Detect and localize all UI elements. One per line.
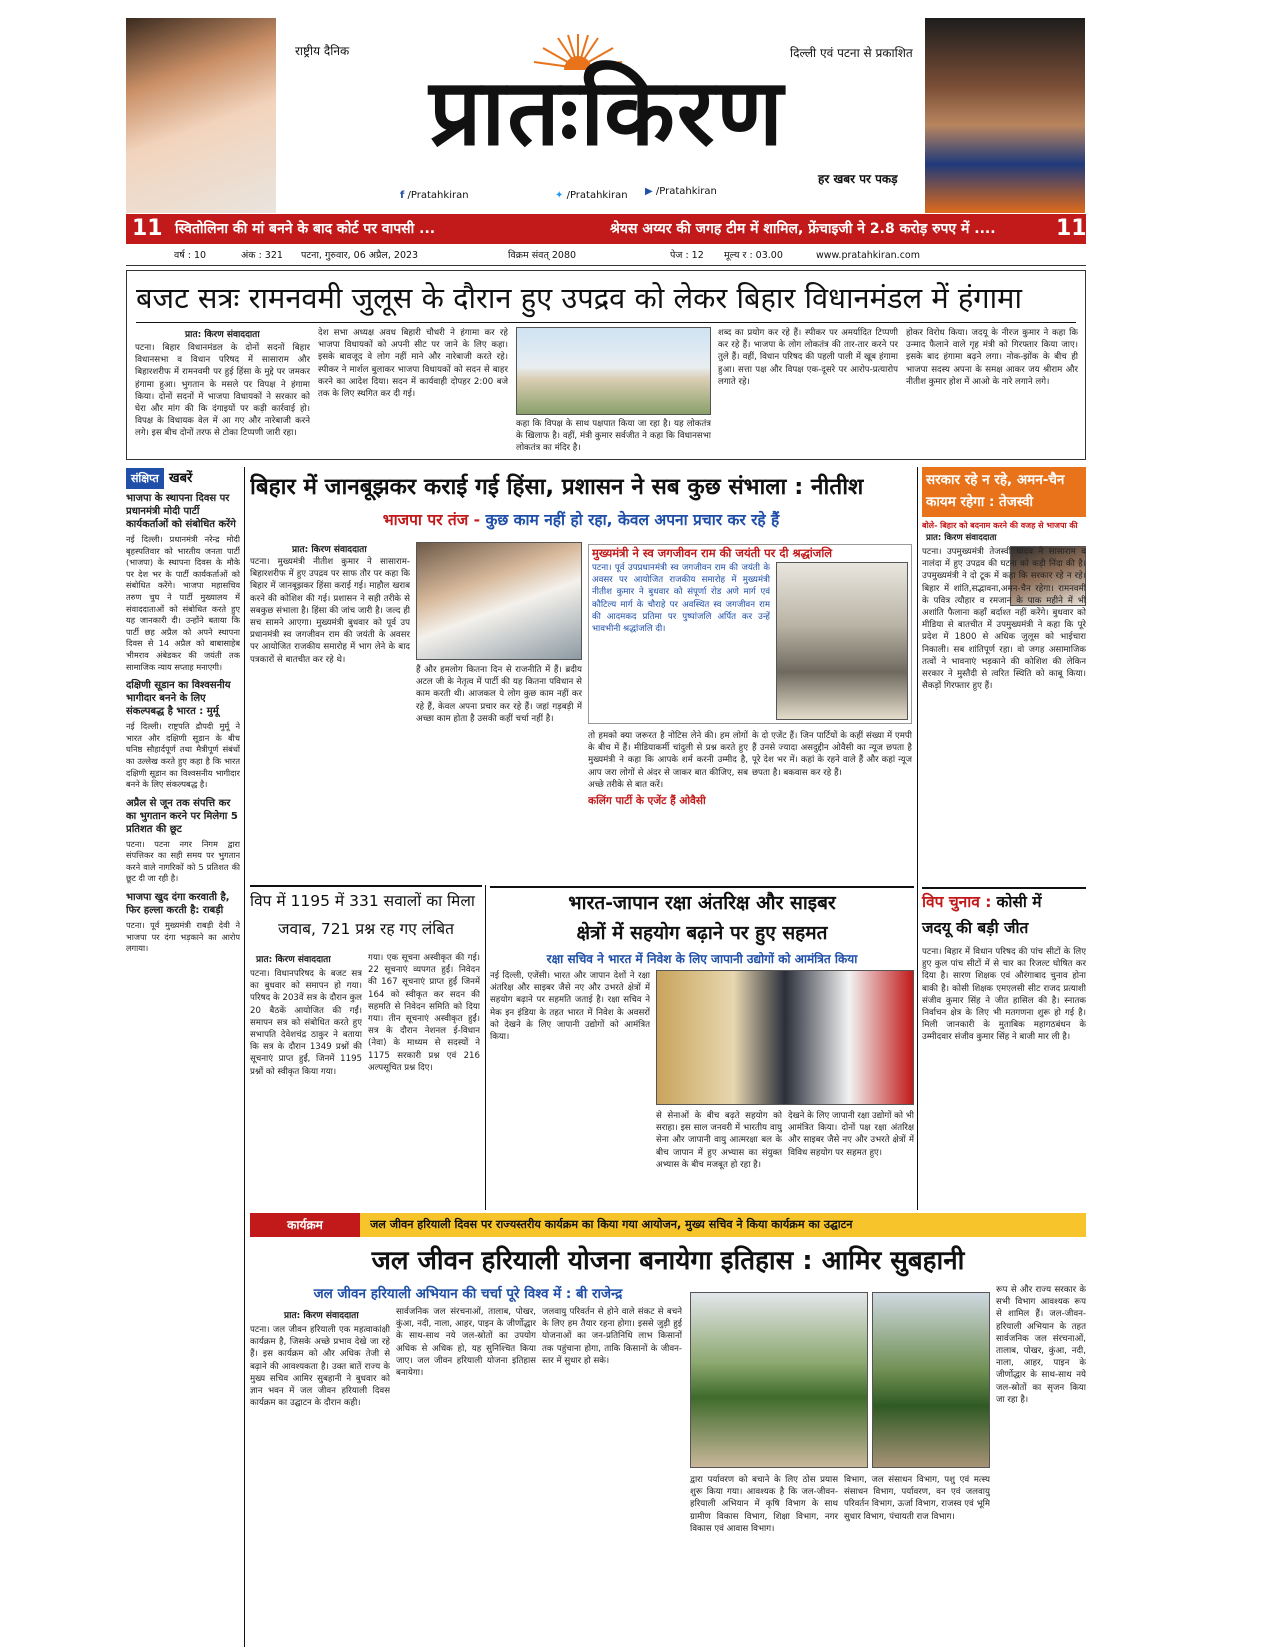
council-headline-1: विप में 1195 में 331 सवालों का मिला [250,892,475,910]
program-col-4 [996,1284,1086,1644]
briefs-label-a: संक्षिप्त [126,468,164,489]
story2-body-3: तो हमको क्या जरूरत है नोटिस लेने की। हम लोगों के बीच में हैं। मीडियाकर्मी चांदुली से प्रश्न करते हुए मुख्यमंत्री ने कहा कि आपके शर्म करनी उम्मीद है, आप जरा लोगों से अंदर से जाकर बात कीजिए, सब अच्छे तरीके से बात करें। [588,731,748,790]
masthead-slogan: हर खबर पर पकड़ [818,172,898,186]
brief-text: पटना। पूर्व मुख्यमंत्री राबड़ी देवी ने भाजपा पर दंगा भड़काने का आरोप लगाया। [126,920,240,954]
lead-col-2 [318,327,508,454]
story2-headline: बिहार में जानबूझकर कराई गई हिंसा, प्रशासन ने सब कुछ संभाला : नीतीश [250,474,864,500]
dateline-pages: पेज : 12 [670,250,704,261]
defence-body-1: नई दिल्ली, एजेंसी। भारत और जापान देशों ने रक्षा अंतरिक्ष और साइबर जैसे नए और उभरते क्षेत्रों में सहयोग बढ़ाने पर सहमति जताई है। रक्षा सचिव ने मेक इन इंडिया के तहत भारत में निवेश के अवसरों को देखने के लिए जापानी उद्योगों को आमंत्रित किया। [490,971,650,1043]
teaser-left-page: 11 [132,216,163,241]
owaisi-subhead: कलिंग पार्टी के एजेंट हैं ओवैसी [588,795,706,808]
program-caption-2 [844,1474,990,1644]
story2-sub-red: भाजपा पर तंज - [382,511,481,529]
lead-col-3 [718,327,898,454]
briefs-label-b: खबरें [168,471,193,486]
social-twitter[interactable] [555,190,628,201]
tejashwi-col [922,546,1086,880]
masthead-tagline-right: दिल्ली एवं पटना से प्रकाशित [790,46,913,60]
program-body-4: रूप से और राज्य सरकार के सभी विभाग आवश्यक रूप से शामिल हैं। जल-जीवन-हरियाली अभियान के तहत सार्वजनिक जल संरचनाओं, तालाब, पोखर, कुंआ, नदी, नाला, आहर, पाइन के जीर्णोद्धार के साथ-साथ नये जल-स्रोतों का सृजन किया जा रहा है। [996,1285,1086,1405]
byelection-divider [917,885,918,1210]
program-strap: जल जीवन हरियाली दिवस पर राज्यस्तरीय कार्यक्रम का किया गया आयोजन, मुख्य सचिव ने किया कार्यक्रम का उद्घाटन [370,1218,853,1231]
tejashwi-body: पटना। उपमुख्यमंत्री तेजस्वी यादव ने सासाराम व नालंदा में हुए उपद्रव की घटना को कड़ी निंदा की है। उपमुख्यमंत्री ने दो टूक में कहा कि सरकार रहे न रहे। बिहार में शांति,सद्भावना,अमन-चैन रहेगा। रामनवमी के पवित्र त्यौहार व रमजान के पाक महीने में भी अशांति फैलाना कहाँ बर्दाश्त नहीं करेंगे। बुधवार को मीडिया से बातचीत में उपमुख्यमंत्री ने कहा कि पूरे प्रदेश में 1800 से अधिक जुलूस को भाईचारा निकाली। सब शांतिपूर्ण रहा। वो जगह असामाजिक तत्वों ने भावनाएं भड़काने की कोशिश की लेकिन सरकार ने मुस्तैदी से त्वरित स्थिति को काबू किया। सैकड़ों गिरफ्तार हुए हैं। [922,547,1086,692]
defence-col-2 [656,1110,782,1208]
lead-headline: बजट सत्रः रामनवमी जुलूस के दौरान हुए उपद्रव को लेकर बिहार विधानमंडल में हंगामा [136,281,1022,315]
plantation-photo-2 [872,1292,990,1468]
lead-body-2: देश सभा अध्यक्ष अवध बिहारी चौधरी ने हंगामा कर रहे भाजपा विधायकों को अपनी सीट पर जाने के लिए कहा। इसके बावजूद वे लोग नहीं माने और नारेबाजी करते रहे। स्पीकर ने मार्शल बुलाकर भाजपा विधायकों को सदन से बाहर करने का आदेश दिया। सदन में कार्यवाही दोपहर 2:00 बजे तक के लिए स्थगित कर दी गई। [318,328,508,400]
lead-caption [516,418,711,456]
council-headline [250,885,482,945]
facebook-icon: f [400,190,405,201]
council-col-2 [368,952,480,1208]
story2-byline: प्रात: किरण संवाददाता [292,545,367,555]
story2-col-3 [588,730,748,876]
dateline-price: मूल्य र : 03.00 [724,250,783,261]
twitter-icon: ✦ [555,190,564,201]
story2-col-2 [416,664,582,876]
twitter-handle: /Pratahkiran [566,190,628,201]
statue-photo [776,562,908,720]
byelection-headline-1: कोसी में [996,893,1042,911]
dateline-year: वर्ष : 10 [174,250,207,261]
program-body-3: जलवायु परिवर्तन से होने वाले संकट से बचने के लिए हम तैयार रहना होगा। इससे जुड़ी हुई योजनाओं का जन-प्रतिनिधि लाभ किसानों तक पहुंचाना होगा, ताकि किसानों के जीवन-स्तर में सुधार हो सके। [542,1307,682,1366]
tejashwi-byline: प्रात: किरण संवाददाता [926,533,997,543]
defence-headline [490,886,914,948]
masthead-tagline-left: राष्ट्रीय दैनिक [295,44,350,58]
social-koo[interactable] [645,186,717,197]
story2-col-1 [250,556,410,876]
program-headline: जल जीवन हरियाली योजना बनायेगा इतिहास : आमिर सुबहानी [371,1246,965,1276]
brief-title: दक्षिणी सूडान का विश्वसनीय भागीदार बनने के लिए संकल्पबद्ध है भारत : मुर्मू [126,680,231,718]
council-body-2: गया। एक सूचना अस्वीकृत की गई। 22 सूचनाएं व्यपगत हुईं। निवेदन की 167 सूचनाएं प्राप्त हुईं जिनमें 164 को स्वीकृत कर सदन की सहमति से निवेदन समिति को दिया गया। तीन सूचनाएं अस्वीकृत हुईं। सत्र के दौरान नेशनल ई-विधान (नेवा) के माध्यम से सदस्यों ने 1175 सरकारी प्रश्न एवं 216 अल्पसूचित प्रश्न दिए। [368,953,480,1073]
story2-body-4: के दो एजेंट हैं। जिन पार्टियों के कहीं संख्या में एमपी हैं उनसे ज्यादा असदुद्दीन ओवैसी का न्यूज छपता है पूरे देश भर में। कहां के रहने वाले हैं और कहां न्यूज छपता है। बकवास कर रहे हैं। [752,731,912,778]
brief-text: पटना। पटना नगर निगम द्वारा संपत्तिकर का सही समय पर भुगतान करने वाले नागरिकों को 5 प्रतिशत की छूट दी जा रही है। [126,838,240,884]
story2-body-2: हैं और हमलोग कितना दिन से राजनीति में हैं। ब्रदीय अटल जी के नेतृत्व में पार्टी की यह कितना पविधान से काम करती थी। आजकल ये लोग कुछ काम नहीं कर रहे हैं, केवल अपना प्रचार कर रहे हैं। जहां गड़बड़ी में अच्छा काम होता है उसकी कहीं चर्चा नहीं है। [416,665,582,724]
teaser-left-link[interactable]: स्वितोलिना की मां बनने के बाद कोर्ट पर वापसी ... [175,221,436,237]
story2-subhead [250,508,912,530]
council-byline: प्रात: किरण संवाददाता [256,955,331,965]
program-byline: प्रात: किरण संवाददाता [284,1311,359,1321]
brief-title: अप्रैल से जून तक संपत्ति कर का भुगतान करने पर मिलेगा 5 प्रतिशत की छूट [126,797,238,835]
tejashwi-headline: सरकार रहे न रहे, अमन-चैन कायम रहेगा : तेजस्वी [926,472,1065,510]
brief-title: भाजपा खुद दंगा करवाती है, फिर हल्ला करती है: राबड़ी [126,892,230,917]
briefs-divider [244,467,245,1647]
defence-subhead: रक्षा सचिव ने भारत में निवेश के लिए जापानी उद्योगों को आमंत्रित किया [546,952,858,966]
program-col-2 [396,1306,536,1644]
defence-body-3: देखने के लिए जापानी रक्षा उद्योगों को भी आमंत्रित किया। दोनों पक्ष रक्षा अंतरिक्ष और साइबर जैसे नए और उभरते क्षेत्रों में विविध सहयोग पर सहमत हुए। [788,1111,914,1158]
program-body-1: पटना। जल जीवन हरियाली एक महत्वाकांक्षी कार्यक्रम है, जिसके अच्छे प्रभाव देखे जा रहे हैं। इस कार्यक्रम को और अधिक तेजी से बढ़ाने की आवश्यकता है। उक्त बातें राज्य के मुख्य सचिव आमिर सुबहानी ने बुधवार को ज्ञान भवन में जल जीवन हरियाली दिवस कार्यक्रम का उद्घाटन के दौरान कही। [250,1325,390,1409]
byelection-headline-red: विप चुनाव : [922,893,992,911]
lead-body-1: पटना। बिहार विधानमंडल के दोनों सदनों बिहार विधानसभा व विधान परिषद में सासाराम और बिहारशरीफ में रामनवमी पर हुई हिंसा के मुद्दे पर जमकर हंगामा हुआ। भुगतान के मसले पर विपक्ष ने हंगामा किया। दोनों सदनों में भाजपा विधायकों ने सरकार को घेरा और मांग की कि दंगाइयों पर कड़ी कार्रवाई हो। विपक्ष के विधायक वेल में आ गए और नारेबाजी करने लगे। इस बीच दोनों तरफ से टोका टिप्पणी जारी रहा। [135,343,310,439]
lead-rule [136,322,1076,323]
dateline [126,246,1086,266]
tejashwi-subhead: बोले- बिहार को बदनाम करने की वजह से भाजपा की [922,521,1078,530]
assembly-building-photo [516,327,711,415]
right-portrait-photo [925,18,1085,213]
brief-title: भाजपा के स्थापना दिवस पर प्रधानमंत्री मोदी पार्टी कार्यकर्ताओं को संबोधित करेंगे [126,493,236,530]
lead-col-1 [135,342,310,454]
plantation-photo-1 [690,1292,868,1468]
tribute-box-text: पटना। पूर्व उपप्रधानमंत्री स्व जगजीवन राम की जयंती के अवसर पर आयोजित राजकीय समारोह में मुख्यमंत्री नीतीश कुमार ने बुधवार को संपूर्णा रोड अणे मार्ग एवं कौटिल्य मार्ग के चौराहे पर अवस्थित स्व जगजीवन राम की आदमकद प्रतिमा पर पुष्पांजलि अर्पित कर उन्हें भावभीनी श्रद्धांजलि दी। [592,563,770,635]
council-divider [485,885,486,1210]
teaser-right-page: 11 [1056,216,1087,241]
dateline-issue: अंक : 321 [241,250,283,261]
dateline-website[interactable]: www.pratahkiran.com [816,250,920,261]
byelection-headline [922,887,1086,941]
program-caption-1 [690,1474,838,1644]
byelection-headline-2: जदयू की बड़ी जीत [922,919,1029,937]
lead-body-3: शब्द का प्रयोग कर रहे हैं। स्पीकर पर अमर्यादित टिप्पणी कर रहे हैं। भाजपा के लोग लोकतंत्र की तार-तार करने पर तुले हैं। वहीं, विधान परिषद की पहली पाली में खूब हंगामा हुआ। सत्ता पक्ष और विपक्ष एक-दूसरे पर आरोप-प्रत्यारोप लगाते रहे। [718,328,898,387]
nitish-press-photo [416,542,582,660]
tribute-box-title: मुख्यमंत्री ने स्व जगजीवन राम की जयंती पर दी श्रद्धांजलि [592,546,833,560]
program-col-1 [250,1324,390,1644]
byelection-col [922,946,1086,1208]
brief-text: नई दिल्ली। राष्ट्रपति द्रौपदी मुर्मू ने भारत और दक्षिणी सूडान के बीच घनिष्ठ सौहार्दपूर्ण तथा मैत्रीपूर्ण संबंधों का उल्लेख करते हुए कहा है कि भारत दक्षिणी सूडान का विश्वसनीय भागीदार बनने के लिए संकल्पबद्ध है। [126,721,240,790]
lead-byline: प्रात: किरण संवाददाता [185,330,260,340]
dateline-date: पटना, गुरुवार, 06 अप्रैल, 2023 [301,250,419,261]
program-caption-2-text: विभाग, जल संसाधन विभाग, पशु एवं मत्स्य संसाधन विभाग, पर्यावरण, वन एवं जलवायु परिवर्तन विभाग, ऊर्जा विभाग, राजस्व एवं भूमि सुधार विभाग, पंचायती राज विभाग। [844,1475,990,1522]
masthead-title: प्रातःकिरण [429,58,785,166]
koo-handle: /Pratahkiran [655,186,717,197]
program-col-3 [542,1306,682,1644]
teaser-right-link[interactable]: श्रेयस अय्यर की जगह टीम में शामिल, फ्रेंचाइजी ने 2.8 करोड़ रुपए में .... [610,221,996,237]
brief-text: नई दिल्ली। प्रधानमंत्री नरेन्द्र मोदी बृहस्पतिवार को भारतीय जनता पार्टी (भाजपा) के स्थापना दिवस के मौके पर देश भर के पार्टी कार्यकर्ताओं को संबोधित करेंगे। भाजपा महासचिव तरुण चुघ ने पार्टी मुख्यालय में संवाददाताओं को संबोधित करते हुए यह जानकारी दी। उन्होंने बताया कि पार्टी छह अप्रैल को अपने स्थापना दिवस से 14 अप्रैल को बाबासाहेब भीमराव अंबेडकर की जयंती तक सामाजिक न्याय सप्ताह मनाएगी। [126,534,240,672]
defence-headline-1: भारत-जापान रक्षा अंतरिक्ष और साइबर [568,892,836,914]
koo-icon: ▶ [645,186,653,197]
defence-headline-2: क्षेत्रों में सहयोग बढ़ाने पर हुए सहमत [576,922,828,944]
story2-col-4 [752,730,912,876]
council-col-1 [250,968,362,1208]
council-body-1: पटना। विधानपरिषद के बजट सत्र का बुधवार को समापन हो गया। परिषद के 203वें सत्र के दौरान कुल 20 बैठकें आयोजित की गईं। समापन सत्र को संबोधित करते हुए सभापति देवेशचंद्र ठाकुर ने बताया कि सत्र के दौरान 1349 प्रश्नों की सूचनाएं प्राप्त हुईं, जिनमें 1195 प्रश्नों को स्वीकृत किया गया। [250,969,362,1077]
story2-body-1: पटना। मुख्यमंत्री नीतीश कुमार ने सासाराम-बिहारशरीफ में हुए उपद्रव पर साफ तौर पर कहा कि बिहार में जानबूझकर हिंसा कराई गई। माहौल खराब करने की कोशिश की गई। प्रशासन ने सही तरीके से सबकुछ संभाला है। हिंसा की जांच जारी है। जल्द ही सच सामने आएगा। मुख्यमंत्री बुधवार को पूर्व उप प्रधानमंत्री स्व जगजीवन राम की जयंती के अवसर पर आयोजित राजकीय समारोह में भाग लेने के बाद पत्रकारों से बातचीत कर रहे थे। [250,557,410,665]
tejashwi-divider [917,467,918,885]
defence-col-1 [490,970,650,1208]
briefs-header [126,467,242,489]
social-facebook[interactable] [400,190,469,201]
lead-caption-text: कहा कि विपक्ष के साथ पक्षपात किया जा रहा है। यह लोकतंत्र के खिलाफ है। वहीं, मंत्री कुमार सर्वजीत ने कहा कि विधानसभा लोकतंत्र का मंदिर है। [516,419,711,454]
byelection-body: पटना। बिहार में विधान परिषद की पांच सीटों के लिए हुए कुल पांच सीटों में से चार का रिजल्ट घोषित कर दिया है। सारण शिक्षक एवं औरंगाबाद चुनाव होना बाकी है। कोसी शिक्षक एमएलसी सीट राजद प्रत्याशी संजीव कुमार सिंह ने जीत हासिल की है। स्नातक निर्वाचन क्षेत्र के लिए भी मतगणना शुरू हो गई है। मिली जानकारी के मुताबिक महागठबंधन के उम्मीदवार संजीव कुमार सिंह ने बाजी मार ली है। [922,947,1086,1043]
left-portrait-photo [126,18,276,213]
lead-body-4: होकर विरोध किया। जदयू के नीरज कुमार ने कहा कि उन्माद फैलाने वाले गृह मंत्री को गिरफ्तार किया जाए। इसके बाद हंगामा बढ़ने लगा। नोक-झोंक के बीच ही भाजपा सदस्य अपना के समक्ष आकर जय श्रीराम और नीतीश कुमार होश में आओ के नारे लगाने लगे। [906,328,1078,387]
program-label: कार्यक्रम [250,1213,360,1237]
defence-body-2: से सेनाओं के बीच बढ़ते सहयोग को सराहा। इस साल जनवरी में भारतीय वायु सेना और जापानी वायु आत्मरक्षा बल के बीच जापान में हुए अभ्यास का संयुक्त अभ्यास के बीच मजबूत हो रहा है। [656,1111,782,1170]
lead-col-4 [906,327,1078,454]
defence-col-3 [788,1110,914,1208]
council-headline-2: जवाब, 721 प्रश्न रह गए लंबित [278,920,454,938]
handshake-photo [656,970,914,1105]
facebook-handle: /Pratahkiran [407,190,469,201]
story2-sub-blue: कुछ काम नहीं हो रहा, केवल अपना प्रचार कर रहे हैं [485,511,780,529]
dateline-samvat: विक्रम संवत् 2080 [508,250,577,261]
tribute-box-col [592,562,770,720]
briefs-column [126,492,240,1642]
program-body-2: सार्वजनिक जल संरचनाओं, तालाब, पोखर, कुंआ, नदी, नाला, आहर, पाइन के जीर्णोद्धार के साथ-साथ नये जल-स्रोतों का उपयोग अधिक से अधिक हो, यह सुनिश्चित किया जाए। जल जीवन हरियाली योजना इतिहास बनायेगा। [396,1307,536,1379]
program-subhead: जल जीवन हरियाली अभियान की चर्चा पूरे विश्व में : बी राजेन्द्र [313,1286,623,1302]
program-caption-1-text: द्वारा पर्यावरण को बचाने के लिए ठोस प्रयास शुरू किया गया। आवश्यक है कि जल-जीवन-हरियाली अभियान में कृषि विभाग के साथ ग्रामीण विकास विभाग, शिक्षा विभाग, नगर विकास एवं आवास विभाग। [690,1475,838,1534]
